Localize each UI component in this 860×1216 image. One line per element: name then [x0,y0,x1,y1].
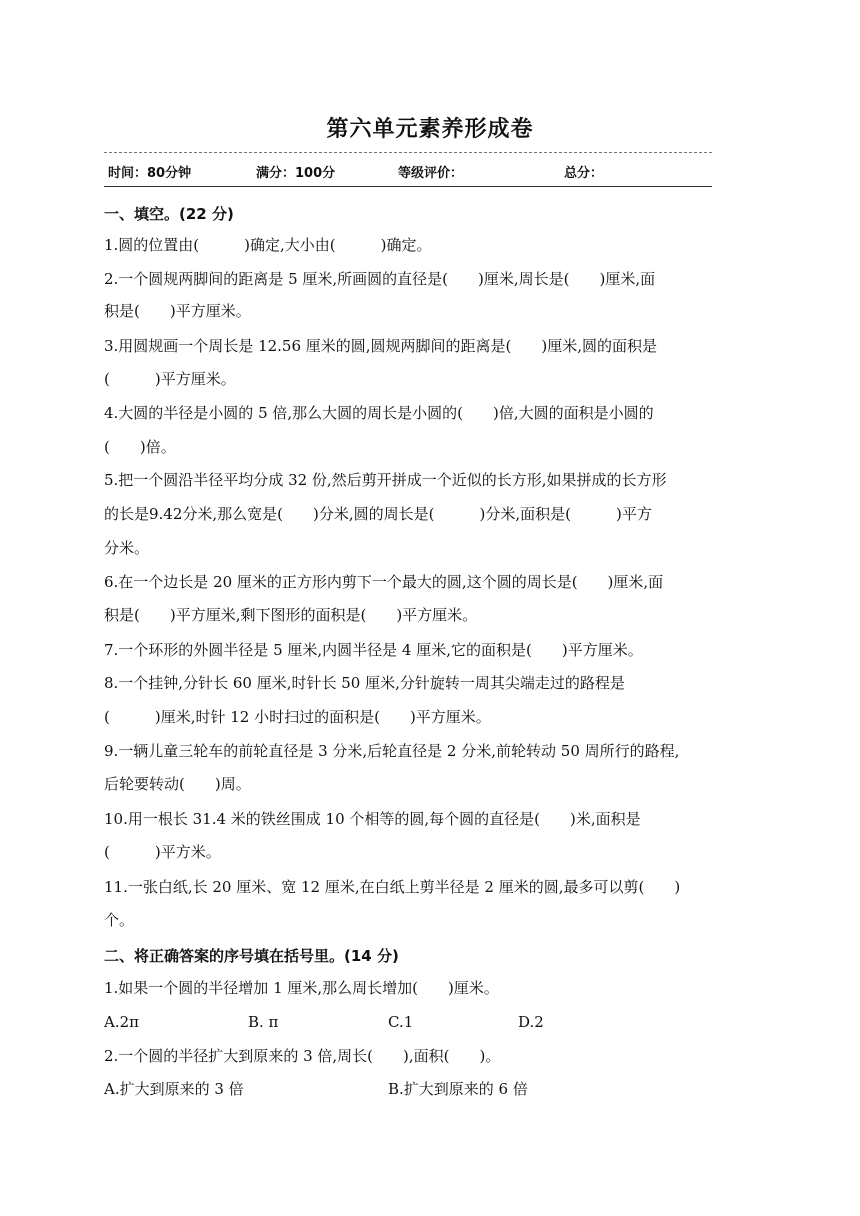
question-line: 个。 [104,911,135,929]
meta-total: 总分： [564,166,604,181]
question-line: 的长是9.42分米,那么宽是( )分米,圆的周长是( )分米,面积是( )平方 [104,505,652,523]
option-a: A.扩大到原来的 3 倍 [104,1080,244,1098]
question-line: 后轮要转动( )周。 [104,775,251,793]
section-2-heading: 二、将正确答案的序号填在括号里。(14 分) [104,947,399,965]
question-line: 9.一辆儿童三轮车的前轮直径是 3 分米,后轮直径是 2 分米,前轮转动 50 周所行的路程, [104,742,680,760]
meta-grade: 等级评价： [398,166,464,181]
question-line: 4.大圆的半径是小圆的 5 倍,那么大圆的周长是小圆的( )倍,大圆的面积是小圆的 [104,404,654,422]
option-c: C.1 [388,1013,414,1031]
question-line: 2.一个圆的半径扩大到原来的 3 倍,周长( ),面积( )。 [104,1047,501,1065]
question-line: 7.一个环形的外圆半径是 5 厘米,内圆半径是 4 厘米,它的面积是( )平方厘米。 [104,641,643,659]
question-line: 5.把一个圆沿半径平均分成 32 份,然后剪开拼成一个近似的长方形,如果拼成的长方形 [104,471,667,489]
question-line: 11.一张白纸,长 20 厘米、宽 12 厘米,在白纸上剪半径是 2 厘米的圆,最多可以剪( ) [104,878,681,896]
header-rule [104,186,712,187]
question-line: 1.圆的位置由( )确定,大小由( )确定。 [104,236,432,254]
meta-full-score: 满分：100分 [256,166,336,181]
question-line: 8.一个挂钟,分针长 60 厘米,时针长 50 厘米,分针旋转一周其尖端走过的路程是 [104,674,625,692]
option-b: B. π [248,1013,279,1031]
option-a: A.2π [104,1013,140,1031]
page-title: 第六单元素养形成卷 [326,117,534,142]
option-b: B.扩大到原来的 6 倍 [388,1080,528,1098]
question-line: ( )平方米。 [104,843,221,861]
dashed-divider [104,152,712,153]
question-line: ( )厘米,时针 12 小时扫过的面积是( )平方厘米。 [104,708,491,726]
question-line: 分米。 [104,539,150,557]
section-1-heading: 一、填空。(22 分) [104,205,234,223]
question-line: 1.如果一个圆的半径增加 1 厘米,那么周长增加( )厘米。 [104,979,499,997]
question-line: ( )倍。 [104,438,176,456]
question-line: ( )平方厘米。 [104,370,236,388]
question-line: 2.一个圆规两脚间的距离是 5 厘米,所画圆的直径是( )厘米,周长是( )厘米,面 [104,270,656,288]
question-line: 10.用一根长 31.4 米的铁丝围成 10 个相等的圆,每个圆的直径是( )米,面积是 [104,810,641,828]
option-d: D.2 [518,1013,544,1031]
question-line: 积是( )平方厘米。 [104,302,251,320]
meta-time: 时间：80分钟 [108,166,192,181]
question-line: 6.在一个边长是 20 厘米的正方形内剪下一个最大的圆,这个圆的周长是( )厘米,面 [104,573,664,591]
question-line: 3.用圆规画一个周长是 12.56 厘米的圆,圆规两脚间的距离是( )厘米,圆的面积是 [104,337,658,355]
question-line: 积是( )平方厘米,剩下图形的面积是( )平方厘米。 [104,606,478,624]
